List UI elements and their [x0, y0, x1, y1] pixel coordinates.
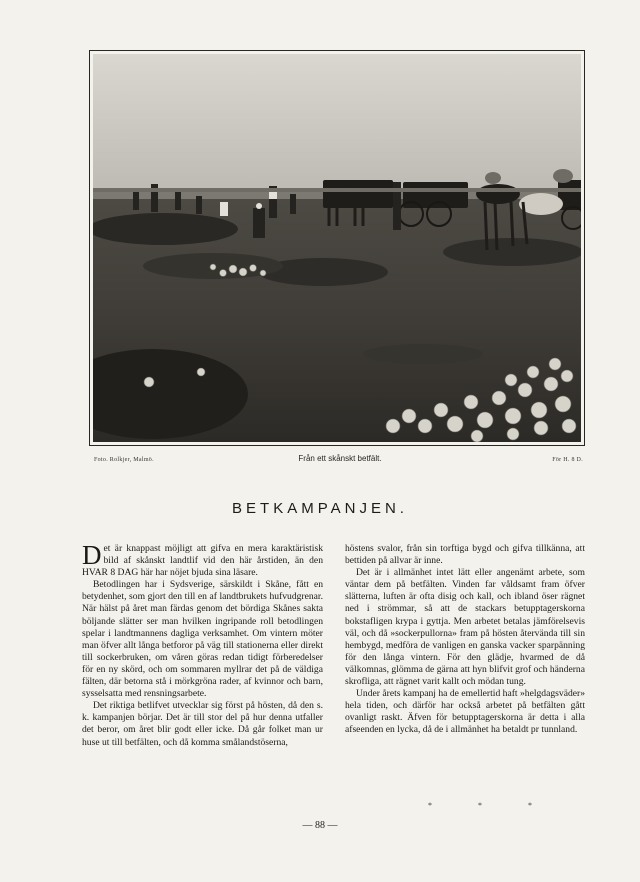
paragraph: Det riktiga betlifvet utvecklar sig först på hösten, då den s. k. kampanjen börjar. Det är till stor del på hur denna utfaller det beror, om året blir godt eller icke. Då går folket man ur huse ut till betfälten, och då komma smålandstöserna,: [82, 700, 323, 748]
paragraph: Det är i allmänhet intet lätt eller angenämt arbete, som väntar dem på betfälten. Vinden far våldsamt fram öfver slätterna, luften är ofta disig och kall, och ibland öser rägnet ned i strömmar, så att de stackars betupptagerskorna bokstafligen krypa i gyttja. Men arbetet betalas jämförelsevis väl, och då »sockerpullorna» fram på hösten återvända till sin hembygd, medföra de vanligen en ganska vacker sparpänning för den långa vintern. För den glädje, hvarmed de då välkomnas, glömma de gärna att hyn blifvit grof och händerna skrofliga, att rägnet varit kallt och mödan tung.: [345, 567, 585, 688]
photo-frame: [89, 50, 585, 446]
drop-cap: D: [82, 540, 102, 570]
section-break-stars: * * *: [428, 801, 554, 810]
photo-caption: Från ett skånskt betfält.: [298, 454, 382, 463]
text-column-right: [345, 543, 585, 737]
page-number: — 88 —: [302, 820, 338, 831]
beet-field-illustration: [93, 54, 581, 442]
paragraph: Betodlingen har i Sydsverige, särskildt i Skåne, fått en betydenhet, som gjort den till en af landtbrukets hufvudgrenar. När hälst på året man färdas genom det bördiga Skånes sakta böljande slätter ser man hvilken ingripande roll betodlingen spelar i landtmannens dagliga verksamhet. Om vintern möter man öfver allt långa betforor på väg till stationerna eller direkt till sockerbruken, om våren göras redan tidigt förberedelser för en ny skörd, och om sommaren myllrar det på de väldiga fälten, där betorna stå i mörkgröna rader, af kvinnor och barn, sysselsatta med rensningsarbete.: [82, 579, 323, 700]
publication-credit: För H. 8 D.: [552, 457, 583, 463]
paragraph: Det är knappast möjligt att gifva en mera karaktäristisk bild af skånskt landtlif vid den här årstiden, än den HVAR 8 DAG här har nöjet bjuda sina läsare.: [82, 540, 323, 579]
photo-credit: Foto. Rolkjer, Malmö.: [94, 457, 154, 463]
article-title: BETKAMPANJEN.: [232, 500, 408, 517]
beet-field-photograph: [93, 54, 581, 442]
paragraph: Under årets kampanj ha de emellertid haft »helgdagsväder» hela tiden, och därför har också arbetet på betfälten gått ovanligt raskt. Äfven för betupptagerskorna är detta i alla afseenden en lycka, då de i allmänhet ha betaldt pr tunnland.: [345, 688, 585, 736]
paragraph: höstens svalor, från sin torftiga bygd och gifva tillkänna, att bettiden på allvar är inne.: [345, 543, 585, 567]
text-column-left: [82, 540, 323, 749]
